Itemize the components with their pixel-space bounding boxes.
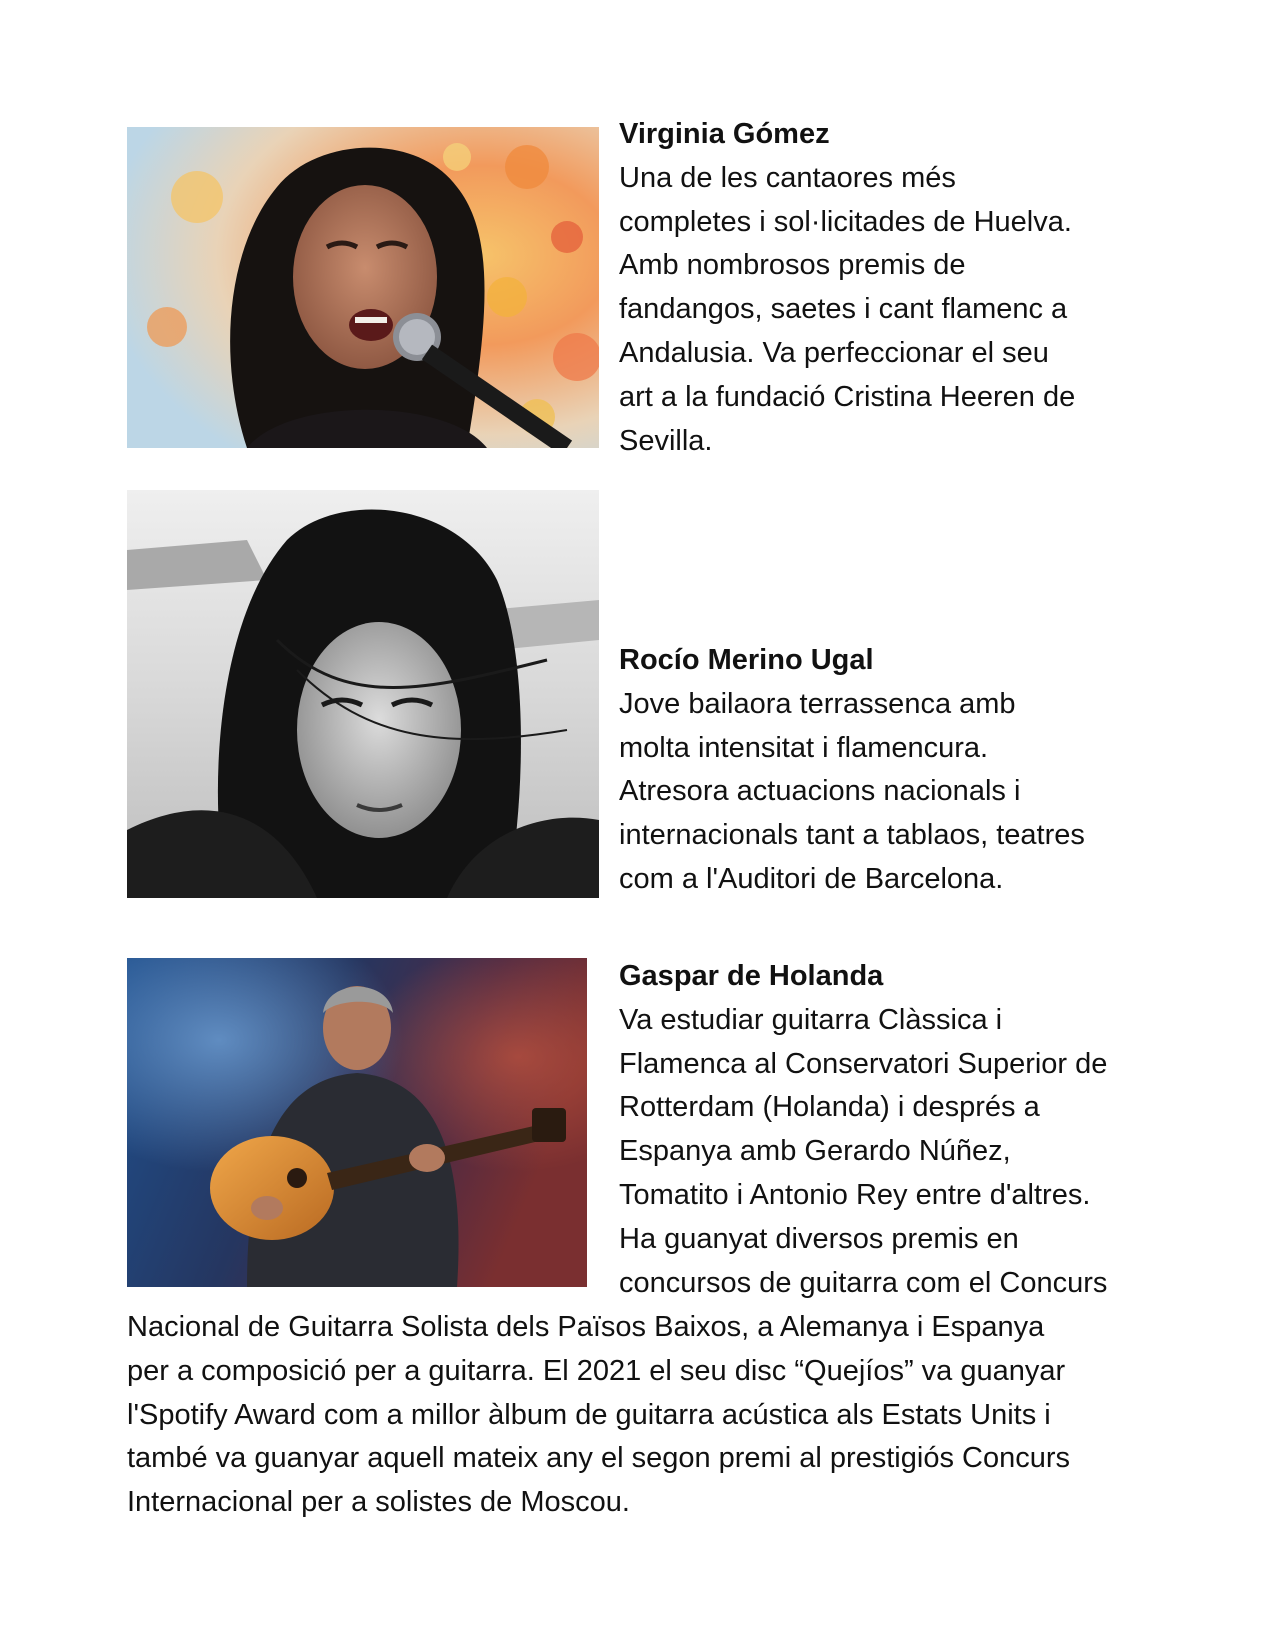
rocio-merino-ugal-photo xyxy=(127,490,599,898)
bio-line: Atresora actuacions nacionals i xyxy=(619,775,1021,808)
bio-line: fandangos, saetes i cant flamenc a xyxy=(619,293,1068,326)
gaspar-de-holanda-bio xyxy=(619,955,1179,1305)
bio-line: concursos de guitarra com el Concurs xyxy=(619,1266,1108,1299)
bio-line: Nacional de Guitarra Solista dels Països Baixos, a Alemanya i Espanya xyxy=(127,1311,1045,1343)
bio-line: Andalusia. Va perfeccionar el seu xyxy=(619,336,1049,369)
bio-line: Jove bailaora terrassenca amb xyxy=(619,687,1016,720)
bio-line: Una de les cantaores més xyxy=(619,161,956,194)
bio-line: Tomatito i Antonio Rey entre d'altres. xyxy=(619,1178,1091,1211)
gaspar-de-holanda-photo xyxy=(127,958,587,1287)
bio-line: Amb nombrosos premis de xyxy=(619,249,966,282)
bio-line: Flamenca al Conservatori Superior de xyxy=(619,1047,1108,1080)
bio-line: Espanya amb Gerardo Núñez, xyxy=(619,1135,1011,1168)
bio-line: Internacional per a solistes de Moscou. xyxy=(127,1486,630,1519)
gaspar-de-holanda-bio-continuation xyxy=(127,1306,1157,1525)
bio-line: art a la fundació Cristina Heeren de xyxy=(619,380,1076,413)
bio-line: com a l'Auditori de Barcelona. xyxy=(619,862,1004,895)
bio-line: Va estudiar guitarra Clàssica i xyxy=(619,1003,1003,1036)
virginia-gomez-bio xyxy=(619,113,1179,463)
dancer-portrait-photo xyxy=(127,490,599,898)
artist-name: Virginia Gómez xyxy=(619,118,830,150)
bio-line: per a composició per a guitarra. El 2021 el seu disc “Quejíos” va guanyar xyxy=(127,1354,1066,1387)
artist-name: Rocío Merino Ugal xyxy=(619,644,874,676)
bio-line: també va guanyar aquell mateix any el segon premi al prestigiós Concurs xyxy=(127,1442,1070,1475)
bio-line: completes i sol·licitades de Huelva. xyxy=(619,205,1072,238)
bio-line: molta intensitat i flamencura. xyxy=(619,731,989,764)
bio-line: Rotterdam (Holanda) i després a xyxy=(619,1091,1040,1124)
bio-line: l'Spotify Award com a millor àlbum de guitarra acústica als Estats Units i xyxy=(127,1398,1051,1431)
artist-name: Gaspar de Holanda xyxy=(619,960,884,992)
guitarist-photo xyxy=(127,958,587,1287)
bio-line: Ha guanyat diversos premis en xyxy=(619,1222,1019,1255)
singer-portrait-photo xyxy=(127,127,599,448)
virginia-gomez-photo xyxy=(127,127,599,448)
bio-line: internacionals tant a tablaos, teatres xyxy=(619,819,1085,852)
bio-line: Sevilla. xyxy=(619,424,713,457)
rocio-merino-ugal-bio xyxy=(619,639,1179,902)
